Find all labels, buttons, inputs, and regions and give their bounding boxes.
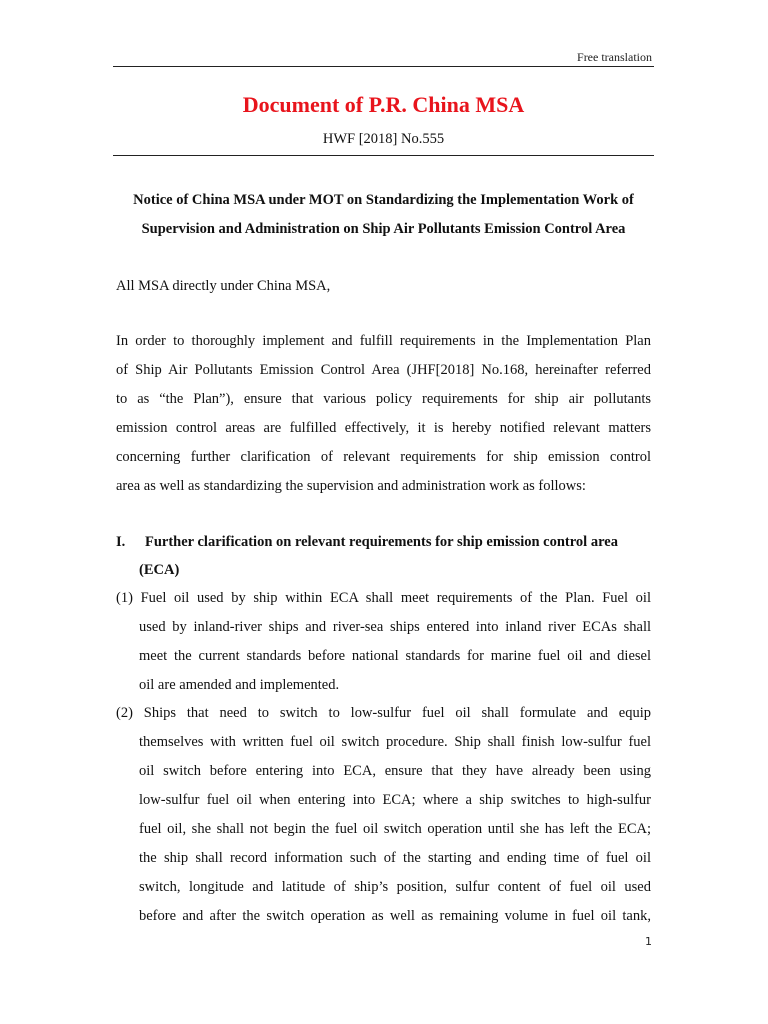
intro-line: area as well as standardizing the supervision and administration work as follows: <box>116 478 586 494</box>
document-title: Document of P.R. China MSA <box>242 92 525 117</box>
header-rule <box>113 66 654 67</box>
document-number: HWF [2018] No.555 <box>322 131 445 147</box>
item-1-line: (1) Fuel oil used by ship within ECA shall meet requirements of the Plan. Fuel oil <box>116 590 651 606</box>
item-1-line: oil are amended and implemented. <box>139 677 340 693</box>
intro-line: In order to thoroughly implement and fulfill requirements in the Implementation Plan <box>116 333 651 349</box>
intro-line: of Ship Air Pollutants Emission Control Area (JHF[2018] No.168, hereinafter referred <box>116 362 651 378</box>
section-heading: Further clarification on relevant requirements for ship emission control area <box>145 534 618 550</box>
page-number: 1 <box>645 935 652 948</box>
item-1-line: meet the current standards before national standards for marine fuel oil and diesel <box>139 648 651 664</box>
salutation: All MSA directly under China MSA, <box>116 278 331 294</box>
header-note: Free translation <box>577 50 652 64</box>
item-2-line: oil switch before entering into ECA, ensure that they have already been using <box>139 763 651 779</box>
notice-title-line: Notice of China MSA under MOT on Standardizing the Implementation Work of <box>133 192 634 208</box>
intro-line: concerning further clarification of relevant requirements for ship emission control <box>116 449 651 465</box>
item-2-line: before and after the switch operation as well as remaining volume in fuel oil tank, <box>139 908 651 924</box>
intro-line: emission control areas are fulfilled effectively, it is hereby notified relevant matters <box>116 420 651 436</box>
section-heading: (ECA) <box>139 562 180 578</box>
notice-title <box>113 186 654 244</box>
item-2-line: low-sulfur fuel oil when entering into ECA; where a ship switches to high-sulfur <box>139 792 651 808</box>
item-2-line: the ship shall record information such of the starting and ending time of fuel oil <box>139 850 651 866</box>
intro-line: to as “the Plan”), ensure that various policy requirements for ship air pollutants <box>116 391 651 407</box>
item-2-line: fuel oil, she shall not begin the fuel oil switch operation until she has left the ECA; <box>139 821 651 837</box>
title-rule <box>113 155 654 156</box>
item-2-line: themselves with written fuel oil switch procedure. Ship shall finish low-sulfur fuel <box>139 734 651 750</box>
section-number: I. <box>116 534 126 550</box>
item-2-line: (2) Ships that need to switch to low-sulfur fuel oil shall formulate and equip <box>116 705 651 721</box>
item-1-line: used by inland-river ships and river-sea ships entered into inland river ECAs shall <box>139 619 651 635</box>
notice-title-line: Supervision and Administration on Ship Air Pollutants Emission Control Area <box>141 221 626 237</box>
item-2-line: switch, longitude and latitude of ship’s position, sulfur content of fuel oil used <box>139 879 651 895</box>
